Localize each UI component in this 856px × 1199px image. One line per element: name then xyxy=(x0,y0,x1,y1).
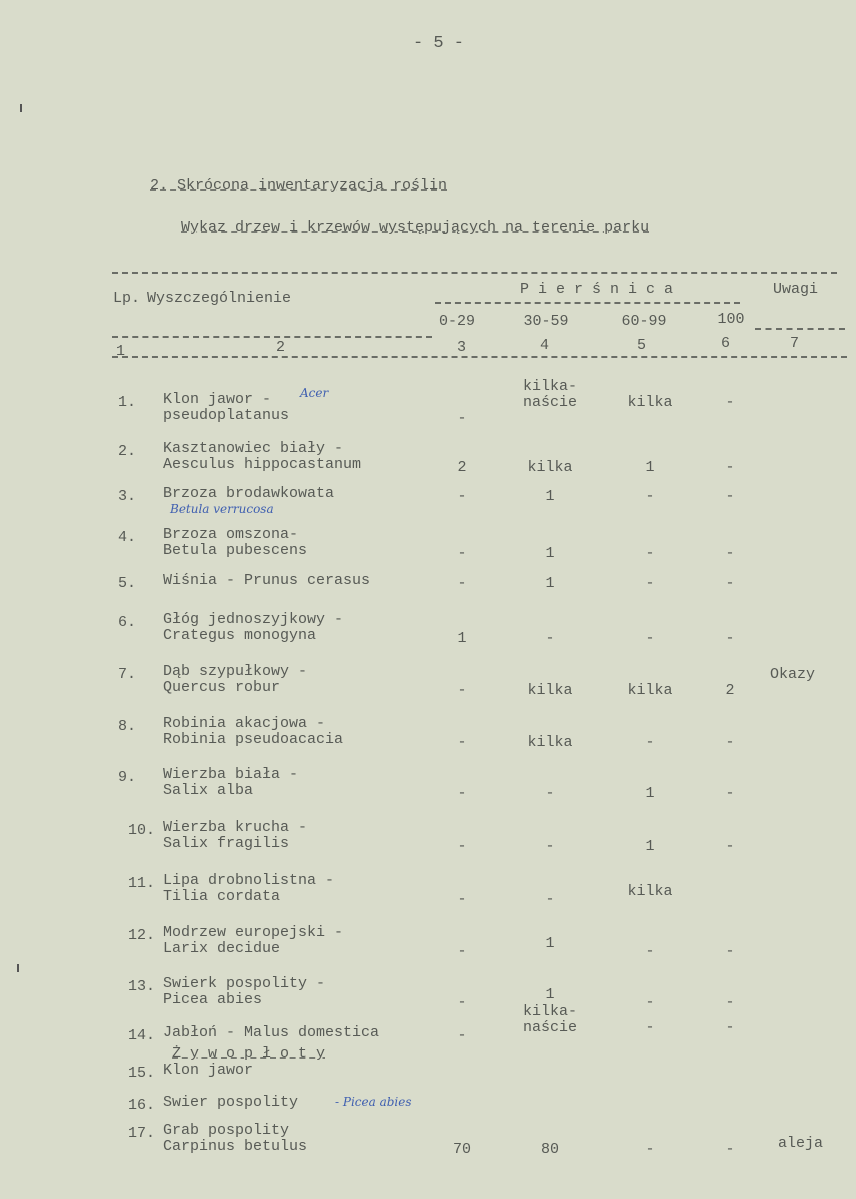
range-100: 100 xyxy=(717,311,745,328)
value-col-3: - xyxy=(457,1027,467,1044)
value-col-4: 80 xyxy=(540,1141,559,1158)
page-number: - 5 - xyxy=(413,34,465,53)
row-name-line1: Lipa drobnolistna - xyxy=(163,872,335,889)
value-col-4: 1 xyxy=(545,986,555,1003)
value-col-6: - xyxy=(725,838,735,855)
value-col-4: 1 xyxy=(545,575,555,592)
value-col-3: - xyxy=(457,682,467,699)
value-col-6: - xyxy=(725,1141,735,1158)
value-col-3: 2 xyxy=(457,459,467,476)
row-number: 10. xyxy=(128,822,156,839)
row-name-line1: Kasztanowiec biały - xyxy=(163,440,344,457)
value-col-5: kilka xyxy=(627,883,673,900)
row-name-line1: Robinia akacjowa - xyxy=(163,715,326,732)
value-col-6: - xyxy=(725,575,735,592)
row-number: 4. xyxy=(118,529,137,546)
row-number: 7. xyxy=(118,666,137,683)
row-name-line1: Wiśnia - Prunus cerasus xyxy=(163,572,371,589)
value-col-4: 1 xyxy=(545,488,555,505)
row-name-line2: Picea abies xyxy=(163,991,263,1008)
value-col-6: - xyxy=(725,994,735,1011)
range-60-99: 60-99 xyxy=(621,313,667,330)
value-col-6: - xyxy=(725,734,735,751)
value-col-4: - xyxy=(545,630,555,647)
range-30-59: 30-59 xyxy=(523,313,569,330)
colnum-7: 7 xyxy=(790,335,800,352)
row-number: 3. xyxy=(118,488,137,505)
value-col-6: - xyxy=(725,394,735,411)
handwritten-note: - Picea abies xyxy=(335,1095,412,1109)
row-name-line1: Swierk pospolity - xyxy=(163,975,326,992)
row-name-line2: Carpinus betulus xyxy=(163,1138,308,1155)
row-name-line2: Quercus robur xyxy=(163,679,281,696)
subheading-hedges: Ż y w o p ł o t y xyxy=(172,1045,326,1062)
value-col-5: - xyxy=(645,488,655,505)
value-col-5: - xyxy=(645,734,655,751)
row-number: 2. xyxy=(118,443,137,460)
header-lp: Lp. xyxy=(113,290,141,307)
value-col-3: - xyxy=(457,488,467,505)
colnum-4: 4 xyxy=(540,337,550,354)
range-0-29: 0-29 xyxy=(438,313,475,330)
row-name-line1: Dąb szypułkowy - xyxy=(163,663,308,680)
row-name-line1: Głóg jednoszyjkowy - xyxy=(163,611,344,628)
row-name-line1: Brzoza omszona- xyxy=(163,526,299,543)
header-name: Wyszczególnienie xyxy=(147,290,292,307)
row-name-line1: Wierzba biała - xyxy=(163,766,299,783)
value-col-6: - xyxy=(725,785,735,802)
row-name-line1: Brzoza brodawkowata xyxy=(163,485,335,502)
row-number: 17. xyxy=(128,1125,156,1142)
value-col-3: - xyxy=(457,838,467,855)
value-col-4: kilka- naście xyxy=(522,1003,577,1036)
row-number: 9. xyxy=(118,769,137,786)
value-col-4: - xyxy=(545,785,555,802)
subtitle: Wykaz drzew i krzewów występujących na terenie parku xyxy=(181,219,650,236)
value-col-4: - xyxy=(545,891,555,908)
row-name-line2: Larix decidue xyxy=(163,940,281,957)
table-top-rule xyxy=(112,272,837,274)
value-col-5: 1 xyxy=(645,459,655,476)
value-col-5: - xyxy=(645,630,655,647)
row-number: 13. xyxy=(128,978,156,995)
row-name-line2: Robinia pseudoacacia xyxy=(163,731,344,748)
value-col-4: kilka xyxy=(527,734,573,751)
row-name-line1: Jabłoń - Malus domestica xyxy=(163,1024,380,1041)
row-number: 12. xyxy=(128,927,156,944)
value-col-5: 1 xyxy=(645,838,655,855)
row-name-line2: pseudoplatanus xyxy=(163,407,290,424)
row-number: 11. xyxy=(128,875,156,892)
row-number: 5. xyxy=(118,575,137,592)
row-number: 1. xyxy=(118,394,137,411)
row-number: 15. xyxy=(128,1065,156,1082)
value-col-5: - xyxy=(645,1141,655,1158)
value-col-5: 1 xyxy=(645,785,655,802)
value-col-4: kilka xyxy=(527,682,573,699)
row-name-line2: Aesculus hippocastanum xyxy=(163,456,362,473)
handwritten-note: Acer xyxy=(300,386,329,400)
header-remarks: Uwagi xyxy=(773,281,819,298)
value-col-6: - xyxy=(725,1019,735,1036)
value-col-3: - xyxy=(457,734,467,751)
value-col-3: - xyxy=(457,943,467,960)
row-number: 14. xyxy=(128,1027,156,1044)
value-col-3: 70 xyxy=(452,1141,471,1158)
row-number: 8. xyxy=(118,718,137,735)
row-remarks: aleja xyxy=(778,1135,824,1152)
row-name-line1: Klon jawor - xyxy=(163,391,272,408)
value-col-3: 1 xyxy=(457,630,467,647)
value-col-3: - xyxy=(457,785,467,802)
colnum-1: 1 xyxy=(116,343,126,360)
row-name-line2: Salix fragilis xyxy=(163,835,290,852)
value-col-4: 1 xyxy=(545,545,555,562)
value-col-6: - xyxy=(725,943,735,960)
value-col-3: - xyxy=(457,575,467,592)
value-col-3: - xyxy=(457,410,467,427)
value-col-6: - xyxy=(725,459,735,476)
header-mid-rule-right xyxy=(755,328,845,330)
value-col-4: 1 xyxy=(545,935,555,952)
row-number: 6. xyxy=(118,614,137,631)
row-name-line1: Swier pospolity xyxy=(163,1094,299,1111)
value-col-5: - xyxy=(645,943,655,960)
value-col-4: kilka xyxy=(527,459,573,476)
colnum-2: 2 xyxy=(276,339,286,356)
row-name-line2: Betula pubescens xyxy=(163,542,308,559)
value-col-3: - xyxy=(457,545,467,562)
value-col-6: - xyxy=(725,488,735,505)
value-col-5: - xyxy=(645,994,655,1011)
row-number: 16. xyxy=(128,1097,156,1114)
value-col-4: - xyxy=(545,838,555,855)
value-col-4: kilka- naście xyxy=(522,378,577,411)
value-col-5: kilka xyxy=(627,682,673,699)
margin-mark xyxy=(17,964,19,972)
margin-mark xyxy=(20,104,22,112)
handwritten-note: Betula verrucosa xyxy=(170,502,274,516)
header-bottom-rule xyxy=(112,356,847,358)
row-name-line2: Crategus monogyna xyxy=(163,627,317,644)
value-col-6: - xyxy=(725,630,735,647)
colnum-6: 6 xyxy=(721,335,731,352)
colnum-3: 3 xyxy=(457,339,467,356)
row-name-line1: Modrzew europejski - xyxy=(163,924,344,941)
value-col-5: kilka xyxy=(627,394,673,411)
value-col-6: 2 xyxy=(725,682,735,699)
row-name-line2: Salix alba xyxy=(163,782,254,799)
section-title: 2. Skrócona inwentaryzacja roślin xyxy=(150,177,448,194)
value-col-3: - xyxy=(457,891,467,908)
value-col-5: - xyxy=(645,575,655,592)
row-name-line1: Wierzba krucha - xyxy=(163,819,308,836)
value-col-6: - xyxy=(725,545,735,562)
row-name-line1: Klon jawor xyxy=(163,1062,254,1079)
value-col-3: - xyxy=(457,994,467,1011)
row-name-line2: Tilia cordata xyxy=(163,888,281,905)
row-remarks: Okazy xyxy=(770,666,816,683)
header-mid-rule xyxy=(112,336,432,338)
colnum-5: 5 xyxy=(637,337,647,354)
row-name-line1: Grab pospolity xyxy=(163,1122,290,1139)
header-group: P i e r ś n i c a xyxy=(520,281,674,298)
group-rule xyxy=(435,302,740,304)
value-col-5: - xyxy=(645,545,655,562)
value-col-5: - xyxy=(645,1019,655,1036)
